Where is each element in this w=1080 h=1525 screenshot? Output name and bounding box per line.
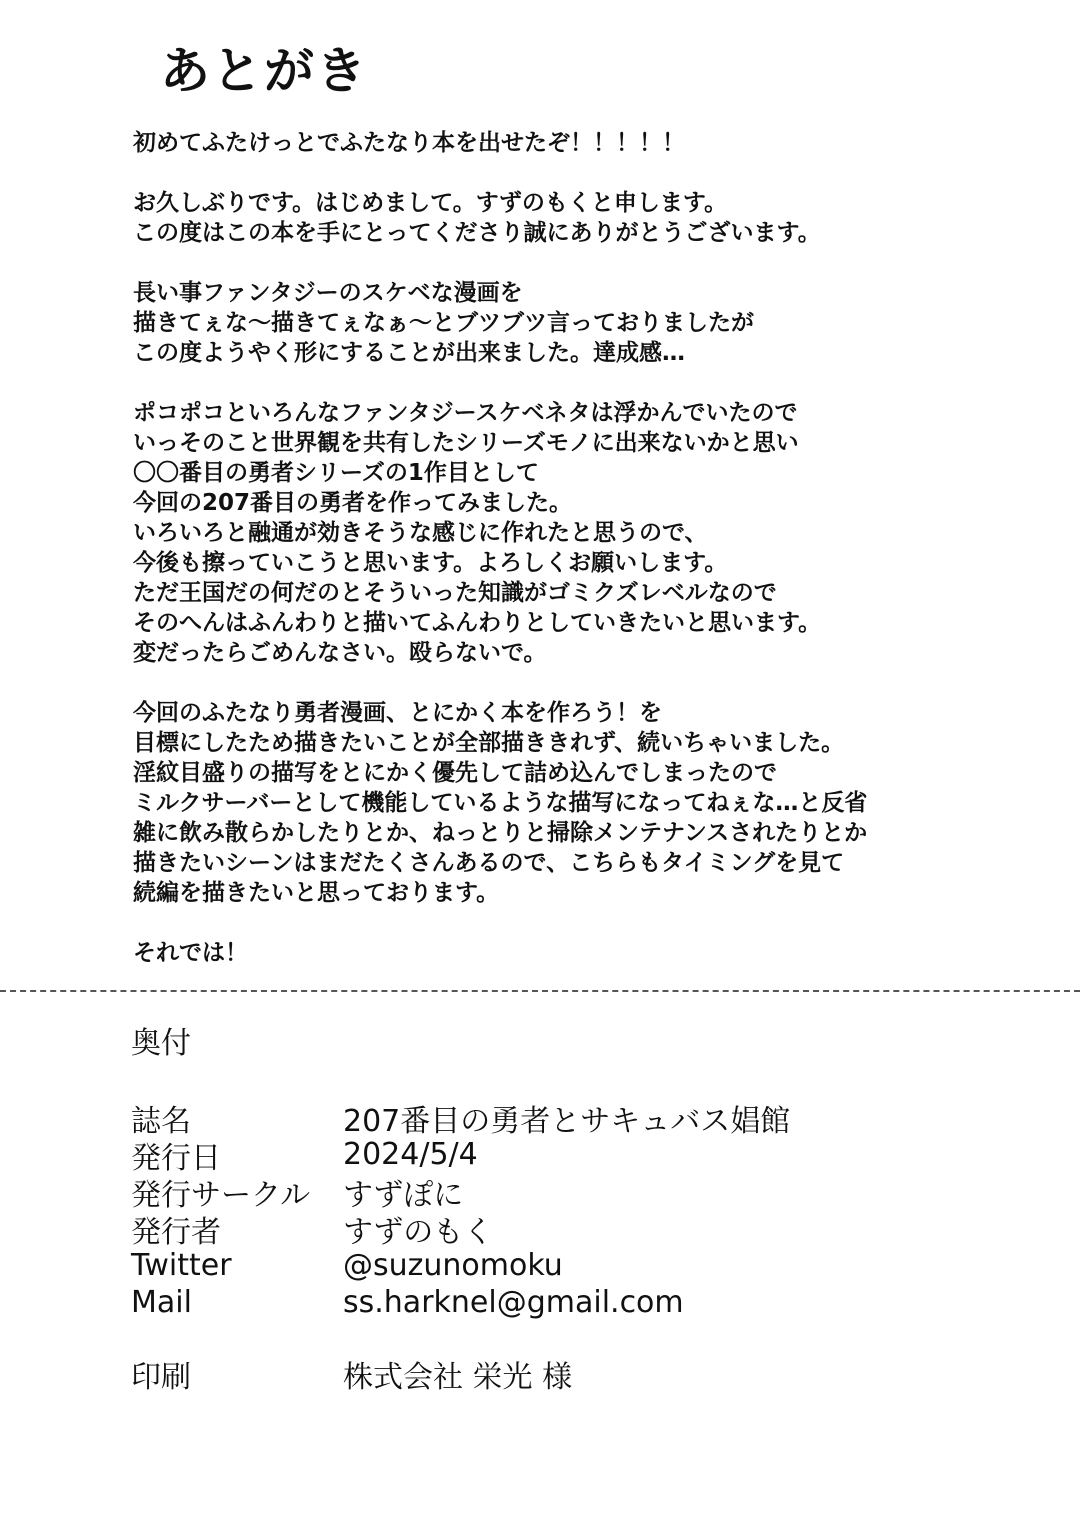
info-value: すずぽに [343,1177,464,1213]
text-line: 淫紋目盛りの描写をとにかく優先して詰め込んでしまったので [133,760,777,786]
text-line: 長い事ファンタジーのスケベな漫画を [133,280,523,306]
text-line: いろいろと融通が効きそうな感じに作れたと思うので、 [133,520,708,546]
info-key: 発行者 [131,1214,221,1250]
info-key: 発行日 [131,1140,221,1176]
text-line: 目標にしたため描きたいことが全部描ききれず、続いちゃいました。 [133,730,845,756]
text-line: ミルクサーバーとして機能しているような描写になってねぇな…と反省 [133,790,868,816]
info-value: ss.harknel@gmail.com [343,1285,684,1320]
info-row-circle [131,1173,1031,1213]
paragraph [133,188,1053,248]
paragraph [133,698,1053,908]
paragraph [133,278,1053,368]
text-line: 今回のふたなり勇者漫画、とにかく本を作ろう！を [133,700,662,726]
text-line: ポコポコといろんなファンタジースケベネタは浮かんでいたので [133,400,798,426]
text-line: いっそのこと世界観を共有したシリーズモノに出来ないかと思い [133,430,799,456]
info-value: 2024/5/4 [343,1137,478,1172]
info-row-date [131,1136,1031,1176]
colophon-heading: 奥付 [131,1026,191,1061]
text-line: この度はこの本を手にとってくださり誠にありがとうございます。 [133,220,821,246]
text-line: ただ王国だの何だのとそういった知識がゴミクズレベルなので [133,580,777,606]
info-value: すずのもく [343,1214,494,1250]
info-key: 誌名 [131,1103,191,1139]
text-line: 〇〇番目の勇者シリーズの1作目として [133,460,539,486]
paragraph [133,128,1053,158]
text-line: 初めてふたけっとでふたなり本を出せたぞ！！！！！ [133,130,685,156]
info-key: 発行サークル [131,1177,311,1213]
paragraph [133,398,1053,668]
text-line: 雑に飲み散らかしたりとか、ねっとりと掃除メンテナンスされたりとか [133,820,868,846]
page-title: あとがき [160,42,368,100]
info-row-mail [131,1284,1031,1321]
text-line: この度ようやく形にすることが出来ました。達成感… [133,340,685,366]
afterword-body [133,128,1053,998]
text-line: お久しぶりです。はじめまして。すずのもくと申します。 [133,190,728,216]
info-value: 207番目の勇者とサキュバス娼館 [343,1103,791,1139]
info-row-twitter [131,1247,1031,1284]
info-row-title [131,1099,1031,1139]
info-key: Twitter [131,1248,232,1283]
text-line: 描きたいシーンはまだたくさんあるので、こちらもタイミングを見て [133,850,845,876]
info-value: @suzunomoku [343,1248,563,1283]
paragraph [133,938,1053,968]
text-line: 変だったらごめんなさい。殴らないで。 [133,640,547,666]
info-value: 株式会社 栄光 様 [343,1359,573,1395]
dashed-divider [0,990,1080,992]
colophon [131,1025,1031,1395]
info-key: Mail [131,1285,192,1320]
info-key: 印刷 [131,1359,191,1395]
colophon-info-table [131,1099,1031,1395]
text-line: 続編を描きたいと思っております。 [133,880,500,906]
text-line: そのへんはふんわりと描いてふんわりとしていきたいと思います。 [133,610,822,636]
text-line: それでは！ [133,940,248,966]
text-line: 今回の207番目の勇者を作ってみました。 [133,490,573,516]
text-line: 今後も擦っていこうと思います。よろしくお願いします。 [133,550,728,576]
text-line: 描きてぇな〜描きてぇなぁ〜とブツブツ言っておりましたが [133,310,754,336]
info-row-publisher [131,1210,1031,1250]
info-row-printer [131,1355,1031,1395]
